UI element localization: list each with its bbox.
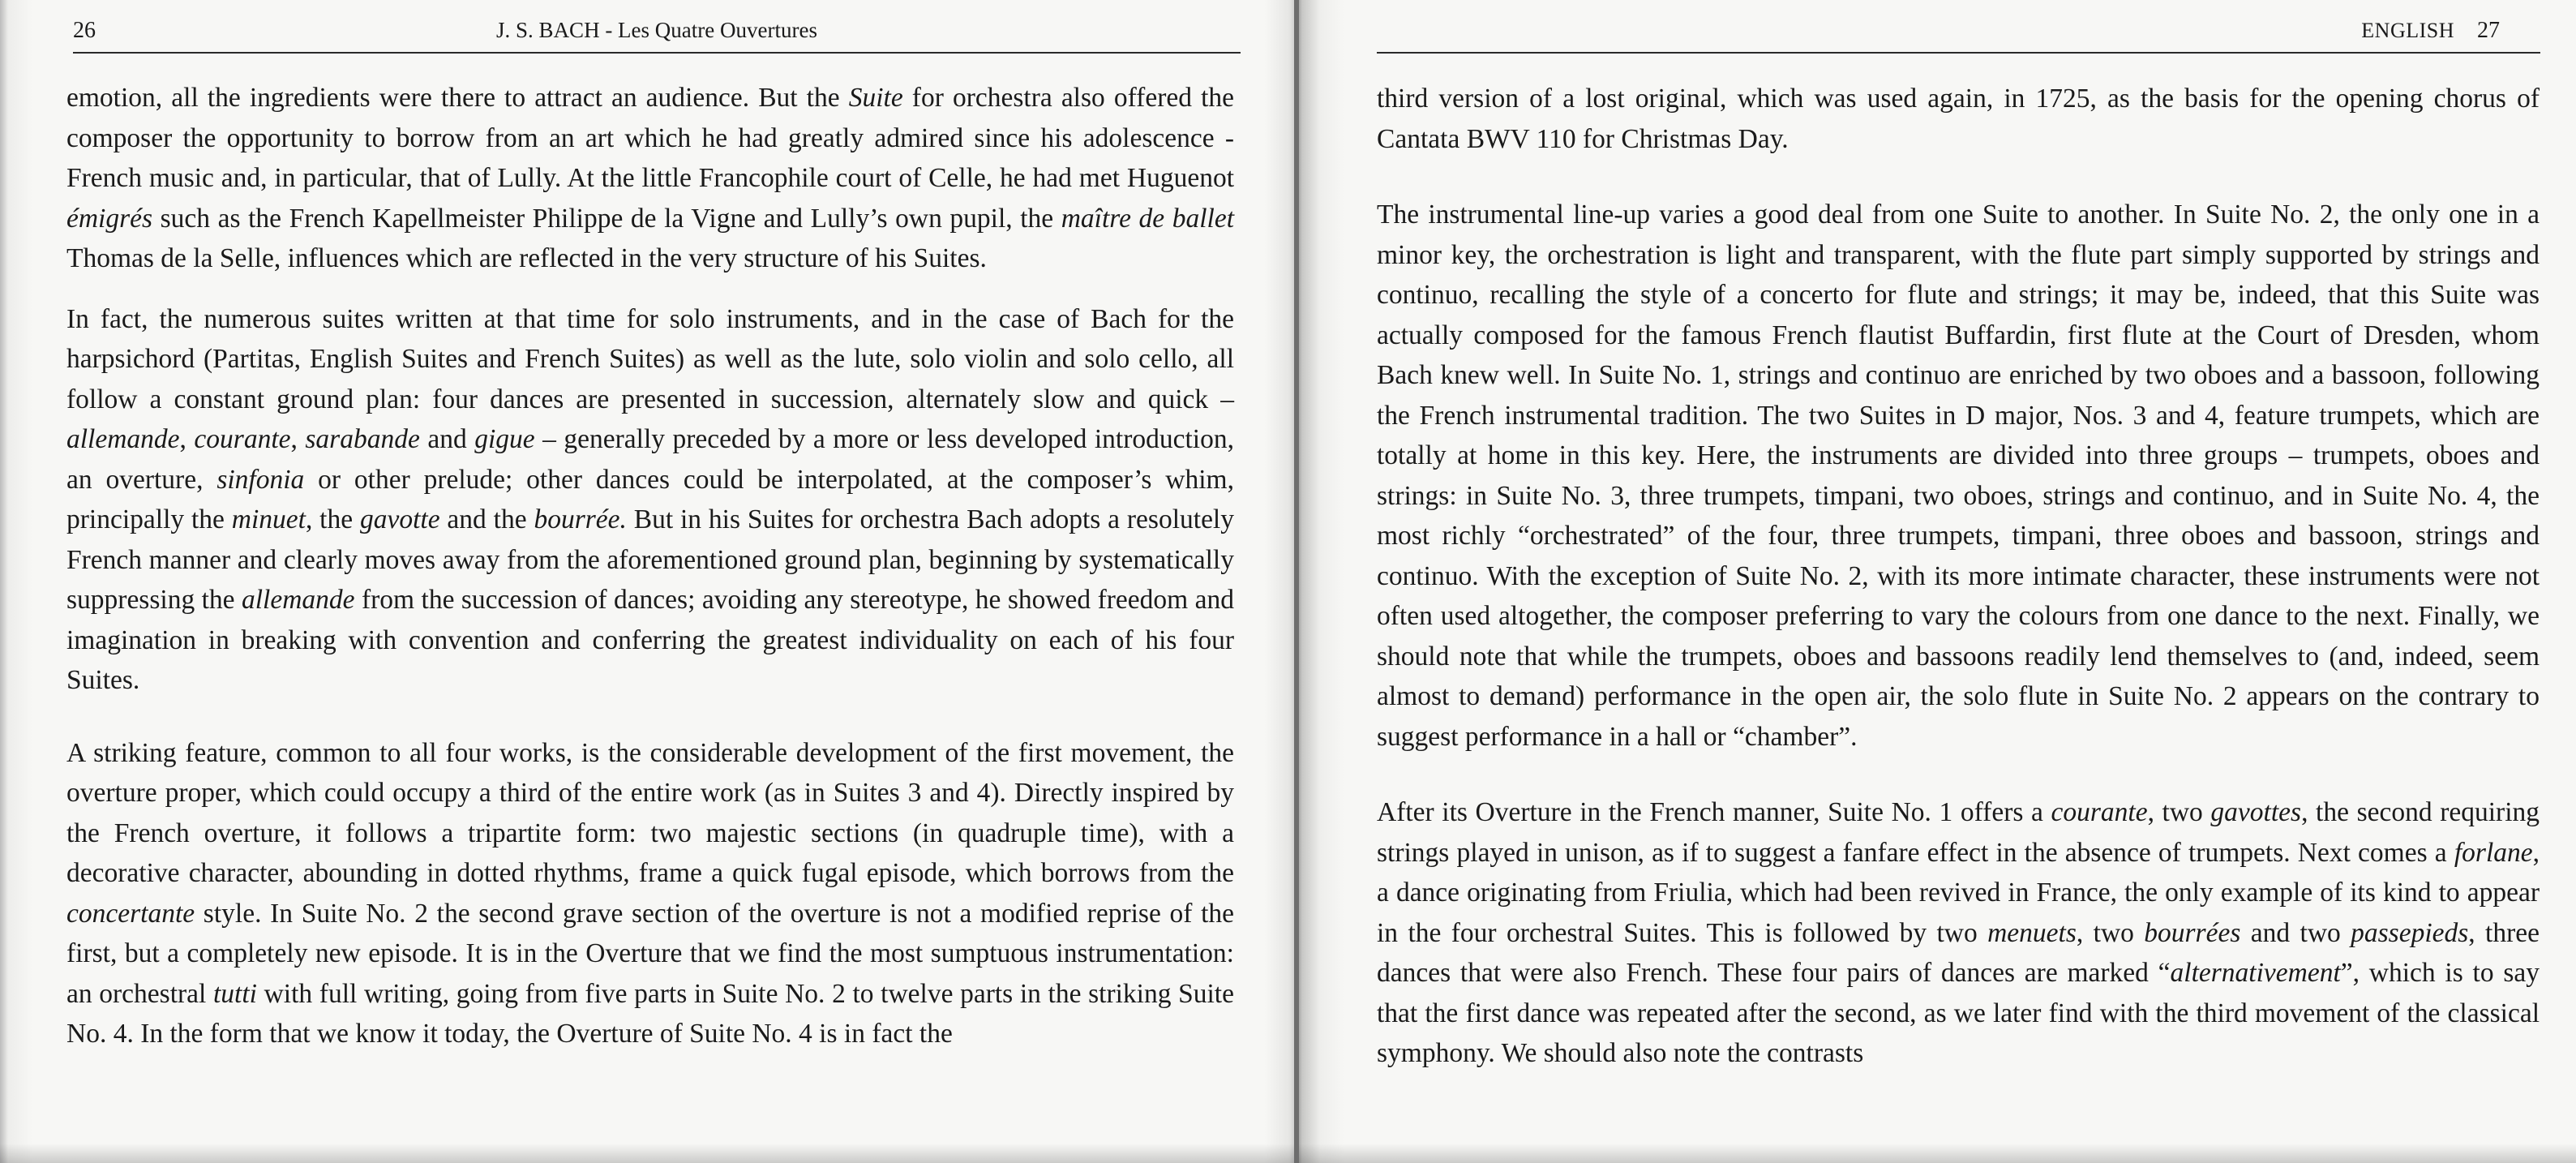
italic-run: émigrés	[66, 203, 153, 234]
paragraph	[1377, 792, 2540, 1074]
running-title: J. S. BACH - Les Quatre Ouvertures	[496, 18, 817, 42]
italic-run: gigue	[474, 424, 535, 454]
italic-run: bourrée.	[534, 504, 627, 534]
text-run: Thomas de la Selle, influences which are reflected in the very structure of his Suites.	[66, 243, 987, 273]
left-page-number: 26	[73, 18, 96, 43]
text-run: ,	[290, 424, 306, 454]
text-run: such as the French Kapellmeister Philippe de la Vigne and Lully’s own pupil, the	[152, 203, 1061, 234]
paragraph	[1377, 195, 2540, 757]
left-running-head	[73, 18, 1241, 44]
text-run: In fact, the numerous suites written at that time for solo instruments, and in the case of Bach for the harpsichord (Partitas, English Suites and French Suites) as well as the lute, solo violin and solo cello, all follow a constant ground plan: four dances are presented in succession, alternately slow and quick –	[66, 303, 1234, 414]
italic-run: forlane	[2454, 837, 2533, 868]
text-run: from the succession of dances; avoiding any stereotype, he showed freedom and imagination in breaking with convention and conferring the greatest individuality on each of his four Suites.	[66, 585, 1235, 695]
book-gutter	[1294, 0, 1299, 1163]
text-run: or other prelude; other dances could be interpolated, at the composer’s whim, principally the	[66, 464, 1234, 534]
right-page	[1296, 0, 2576, 1163]
italic-run: courante	[194, 424, 291, 454]
text-run: for orchestra also offered the composer the opportunity to borrow from an art which he had greatly admired since his adolescence - French music and, in particular, that of Lully. At the little Francophile court of Celle, he had met Huguenot	[66, 83, 1234, 193]
text-run: emotion, all the ingredients were there to attract an audience. But the	[66, 83, 849, 113]
italic-run: sinfonia	[216, 464, 305, 495]
text-run: and two	[2240, 917, 2351, 948]
text-run: ”, which is to say that the first dance was repeated after the second, as we later find with the third movement of the classical symphony. We should also note the contrasts	[1377, 958, 2540, 1068]
italic-run: gavottes	[2210, 797, 2302, 827]
text-run: The instrumental line-up varies a good deal from one Suite to another. In Suite No. 2, the only one in a minor key, the orchestration is light and transparent, with the flute part simply supported by strings and continuo, recalling the style of a concerto for flute and strings; it may be, indeed, that this Suite was actually composed for the famous French flautist Buffardin, first flute at the Court of Dresden, whom Bach knew well. In Suite No. 1, strings and continuo are enriched by two oboes and a bassoon, following the French instrumental tradition. The two Suites in D major, Nos. 3 and 4, feature trumpets, which are totally at home in this key. Here, the instruments are divided into three groups – trumpets, oboes and strings: in Suite No. 3, three trumpets, timpani, two oboes, strings and continuo, and in Suite No. 4, the most richly “orchestrated” of the four, three trumpets, timpani, three oboes and bassoon, strings and continuo. With the exception of Suite No. 2, with its more intimate character, these instruments were not often used altogether, the composer preferring to vary the colours from one dance to the next. Finally, we should note that while the trumpets, oboes and bassoons readily lend themselves to (and, indeed, seem almost to demand) performance in the open air, the solo flute in Suite No. 2 appears on the contrary to suggest performance in a hall or “chamber”.	[1377, 200, 2540, 752]
italic-run: courante	[2051, 797, 2148, 827]
text-run: ,	[179, 424, 195, 454]
page-edge-shadow	[1296, 1144, 2576, 1163]
text-run: , two	[2076, 917, 2145, 948]
text-run: and	[419, 424, 475, 454]
text-run: , the second requiring strings played in unison, as if to suggest a fanfare effect in the absence of trumpets. Next comes a	[1377, 797, 2540, 868]
italic-run: sarabande	[305, 424, 420, 454]
right-header-rule	[1377, 52, 2540, 54]
text-run: third version of a lost original, which was used again, in 1725, as the basis for the opening chorus of Cantata BWV 110 for Christmas Day.	[1377, 84, 2540, 154]
italic-run: bourrées	[2144, 917, 2241, 948]
paragraph	[1377, 79, 2540, 159]
text-run: , two	[2147, 797, 2211, 827]
italic-run: menuets	[1987, 917, 2077, 948]
left-header-rule	[73, 52, 1241, 54]
italic-run: allemande	[66, 424, 180, 454]
text-run: After its Overture in the French manner, Suite No. 1 offers a	[1377, 797, 2051, 827]
text-run: , a dance originating from Friulia, which had been revived in France, the only example of its kind to appear in the four orchestral Suites. This is followed by two	[1377, 837, 2540, 948]
italic-run: maître de ballet	[1061, 203, 1234, 234]
italic-run: alternativement	[2170, 958, 2341, 988]
paragraph	[66, 299, 1234, 701]
text-run: and the	[439, 504, 534, 534]
italic-run: concertante	[66, 898, 195, 929]
italic-run: allemande	[242, 585, 355, 615]
right-body-text	[1377, 79, 2540, 1074]
italic-run: minuet	[231, 504, 306, 534]
paragraph	[66, 78, 1234, 279]
text-run: – generally preceded by a more or less developed introduction, an overture,	[66, 424, 1234, 495]
text-run: , three dances that were also French. These four pairs of dances are marked “	[1377, 917, 2540, 988]
italic-run: Suite	[848, 83, 903, 113]
right-page-number: 27	[2477, 18, 2500, 43]
italic-run: gavotte	[359, 504, 440, 534]
left-body-text	[66, 78, 1234, 1054]
text-run: A striking feature, common to all four works, is the considerable development of the first movement, the overture proper, which could occupy a third of the entire work (as in Suites 3 and 4). Directly inspired by the French overture, it follows a tripartite form: two majestic sections (in quadruple time), with a decorative character, abounding in dotted rhythms, frame a quick fugal episode, which borrows from the	[66, 737, 1234, 888]
italic-run: passepieds	[2351, 917, 2469, 948]
language-label: ENGLISH	[2361, 19, 2454, 42]
text-run: , the	[305, 504, 360, 534]
page-edge-shadow	[0, 1144, 1296, 1163]
italic-run: tutti	[212, 978, 257, 1009]
text-run: But in his Suites for orchestra Bach adopts a resolutely French manner and clearly moves away from the aforementioned ground plan, beginning by systematically suppressing the	[66, 504, 1234, 615]
right-running-head	[1377, 18, 2500, 44]
text-run: with full writing, going from five parts in Suite No. 2 to twelve parts in the striking Suite No. 4. In the form that we know it today, the Overture of Suite No. 4 is in fact the	[66, 978, 1234, 1049]
text-run: style. In Suite No. 2 the second grave section of the overture is not a modified reprise of the first, but a completely new episode. It is in the Overture that we find the most sumptuous instrumentation: an orchestral	[66, 898, 1234, 1009]
paragraph	[66, 733, 1234, 1054]
